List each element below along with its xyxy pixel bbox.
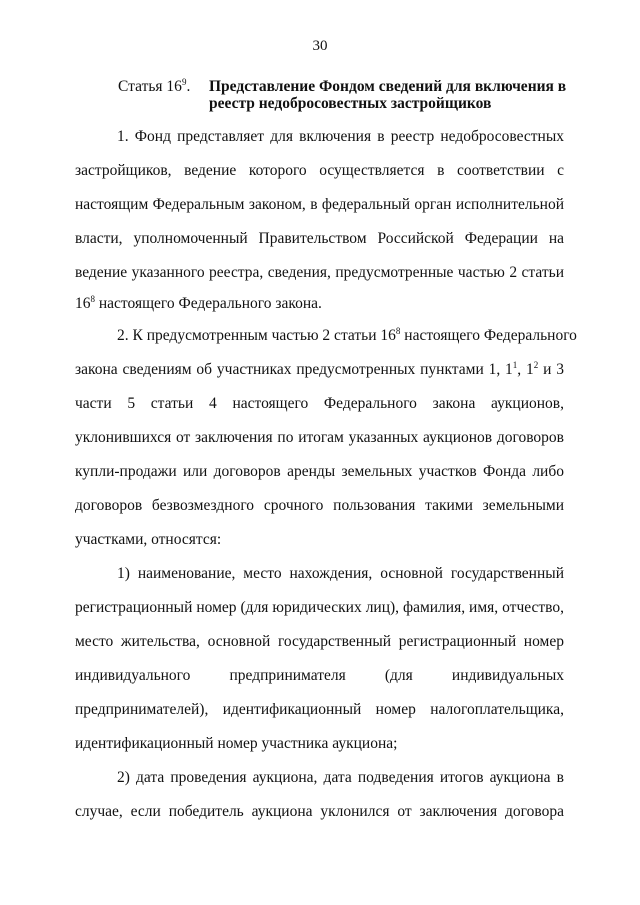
- text-line: 2) дата проведения аукциона, дата подведения итогов аукциона в: [117, 769, 564, 786]
- text-line: застройщиков, ведение которого осуществляется в соответствии с: [75, 162, 564, 179]
- article-title: Представление Фондом сведений для включения в реестр недобросовестных застройщиков: [209, 78, 567, 112]
- text-line: индивидуального предпринимателя (для индивидуальных: [75, 667, 564, 684]
- text-line: власти, уполномоченный Правительством Российской Федерации на: [75, 230, 564, 247]
- text-line: уклонившихся от заключения по итогам указанных аукционов договоров: [75, 429, 564, 446]
- text-line: части 5 статьи 4 настоящего Федерального закона аукционов,: [75, 395, 564, 412]
- text-line: настоящим Федеральным законом, в федеральный орган исполнительной: [75, 196, 564, 213]
- text-line: 2. К предусмотренным частью 2 статьи $16^8$ настоящего Федерального: [117, 326, 577, 344]
- text-line: закона сведениям об участниках предусмотренных пунктами 1, $1^1$, $1^2$ и 3: [75, 360, 564, 378]
- text-line: купли-продажи или договоров аренды земельных участков Фонда либо: [75, 463, 564, 480]
- text-line: $16^8$ настоящего Федерального закона.: [75, 294, 322, 312]
- text-line: договоров безвозмездного срочного пользования такими земельными: [75, 497, 564, 514]
- text-line: случае, если победитель аукциона уклонился от заключения договора: [75, 803, 564, 820]
- page-number: 30: [312, 38, 328, 54]
- text-line: место жительства, основной государственный регистрационный номер: [75, 633, 564, 650]
- text-line: идентификационный номер участника аукциона;: [75, 735, 398, 752]
- text-line: предпринимателей), идентификационный номер налогоплательщика,: [75, 701, 564, 718]
- article-label: Статья $16^9$.: [118, 77, 191, 95]
- text-line: 1) наименование, место нахождения, основной государственный: [117, 565, 564, 582]
- text-line: 1. Фонд представляет для включения в реестр недобросовестных: [117, 128, 564, 145]
- text-line: регистрационный номер (для юридических лиц), фамилия, имя, отчество,: [75, 599, 564, 616]
- text-line: участками, относятся:: [75, 531, 222, 548]
- text-line: ведение указанного реестра, сведения, предусмотренные частью 2 статьи: [75, 264, 564, 281]
